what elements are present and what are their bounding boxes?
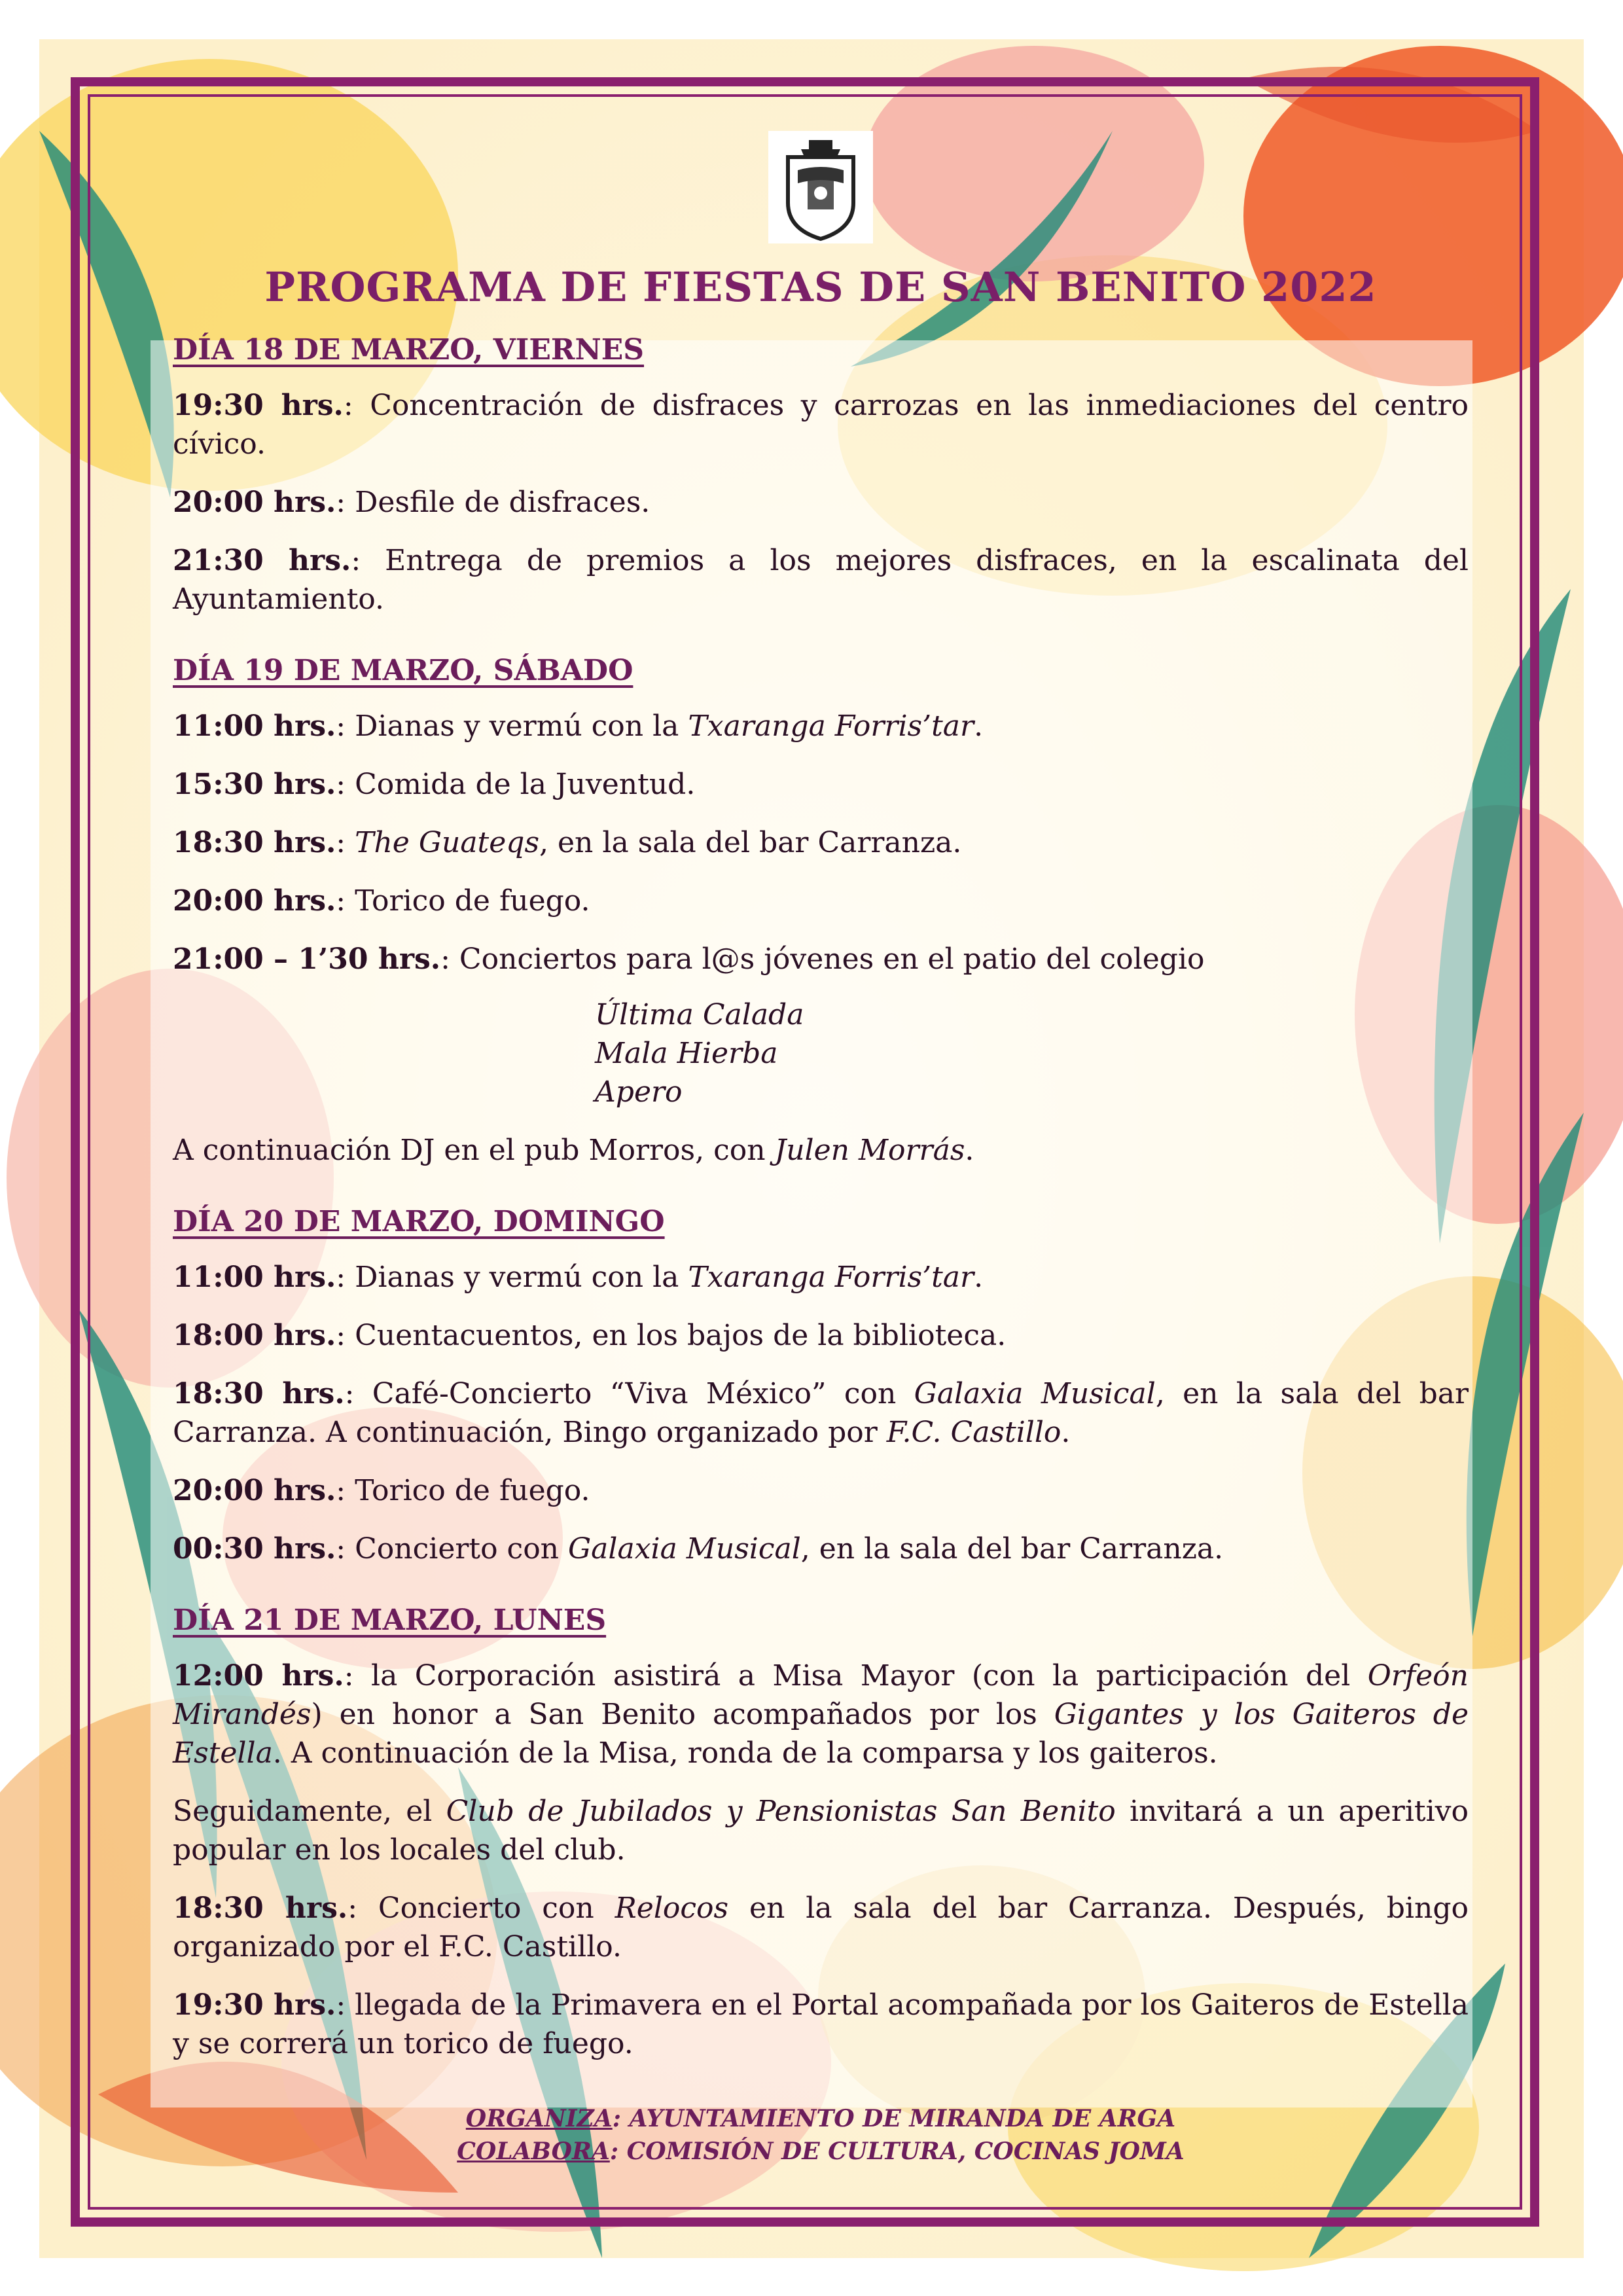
performer-name: The Guateqs [355,826,540,859]
event-text: Desfile de disfraces. [346,486,651,519]
event-item: 18:00 hrs.: Cuentacuentos, en los bajos de la biblioteca. [173,1319,1007,1352]
event-item: 19:30 hrs.: llegada de la Primavera en el Portal acompañada por los Gaiteros de Estella y se correrá un torico de fuego. [173,1988,1469,2060]
event-text: llegada de la Primavera en el Portal acompañada por los Gaiteros de Estella y se correrá un torico de fuego. [173,1988,1469,2060]
band-name: Mala Hierba [595,1037,778,1070]
band-list [595,996,1469,1111]
performer-name: Txaranga Forris’tar [688,709,974,743]
organizer-line [173,2102,1469,2135]
day-heading: DÍA 20 DE MARZO, DOMINGO [173,1205,665,1238]
event-item: 18:30 hrs.: Concierto con Relocos en la sala del bar Carranza. Después, bingo organizado por el F.C. Castillo. [173,1892,1469,1964]
day-heading: DÍA 21 DE MARZO, LUNES [173,1604,607,1637]
event-time: 18:30 hrs. [173,826,336,859]
event-item: 19:30 hrs.: Concentración de disfraces y carrozas en las inmediaciones del centro cívico. [173,389,1469,461]
event-time: 19:30 hrs. [173,1988,336,2022]
event-time: 21:30 hrs. [173,544,351,577]
event-text: Torico de fuego. [346,884,590,918]
event-item: 20:00 hrs.: Torico de fuego. [173,1474,590,1507]
organiza-value: : AYUNTAMIENTO DE MIRANDA DE ARGA [612,2105,1176,2132]
event-item: 18:30 hrs.: Café-Concierto “Viva México” con Galaxia Musical, en la sala del bar Carranza. A continuación, Bingo organizado por F.C. Castillo. [173,1377,1469,1449]
colabora-value: : COMISIÓN DE CULTURA, COCINAS JOMA [609,2138,1185,2165]
event-time: 20:00 hrs. [173,884,336,918]
event-time: 21:00 – 1’30 hrs. [173,942,441,976]
host-name: Club de Jubilados y Pensionistas San Benito [446,1795,1116,1828]
day-heading: DÍA 18 DE MARZO, VIERNES [173,333,645,367]
event-time: 11:00 hrs. [173,1261,336,1294]
performer-name: Gigantes y los Gaiteros de Estella [173,1698,1469,1770]
collaborator-line [173,2135,1469,2168]
performer-name: Txaranga Forris’tar [688,1261,974,1294]
performer-name: Orfeón Mirandés [173,1659,1469,1731]
event-text: Conciertos para l@s jóvenes en el patio del colegio [450,942,1205,976]
performer-name: Galaxia Musical [568,1532,801,1566]
organiza-label: ORGANIZA [465,2105,613,2132]
performer-name: Relocos [615,1892,729,1925]
event-item: Seguidamente, el Club de Jubilados y Pensionistas San Benito invitará a un aperitivo popular en los locales del club. [173,1795,1469,1867]
event-item: 11:00 hrs.: Dianas y vermú con la Txaranga Forris’tar. [173,709,984,743]
event-item: 15:30 hrs.: Comida de la Juventud. [173,768,696,801]
credits [173,2102,1469,2168]
event-time: 00:30 hrs. [173,1532,336,1566]
event-time: 11:00 hrs. [173,709,336,743]
event-text: Concentración de disfraces y carrozas en las inmediaciones del centro cívico. [173,389,1469,461]
colabora-label: COLABORA [457,2138,610,2165]
programme-content [173,131,1469,2168]
event-item: 18:30 hrs.: The Guateqs, en la sala del bar Carranza. [173,826,962,859]
coat-of-arms-icon [768,131,873,243]
event-time: 20:00 hrs. [173,1474,336,1507]
event-time: 19:30 hrs. [173,389,344,422]
band-name: Apero [595,1075,683,1109]
event-text: Torico de fuego. [346,1474,590,1507]
event-item: 21:00 – 1’30 hrs.: Conciertos para l@s jóvenes en el patio del colegio [173,942,1205,976]
page-title: PROGRAMA DE FIESTAS DE SAN BENITO 2022 [264,263,1377,311]
event-item: 20:00 hrs.: Torico de fuego. [173,884,590,918]
band-name: Última Calada [595,998,804,1031]
event-time: 20:00 hrs. [173,486,336,519]
day-heading: DÍA 19 DE MARZO, SÁBADO [173,654,633,687]
event-item: 11:00 hrs.: Dianas y vermú con la Txaranga Forris’tar. [173,1261,984,1294]
event-text: Entrega de premios a los mejores disfraces, en la escalinata del Ayuntamiento. [173,544,1469,616]
event-item: 21:30 hrs.: Entrega de premios a los mejores disfraces, en la escalinata del Ayuntamiento. [173,544,1469,616]
organizer-name: F.C. Castillo [886,1416,1061,1449]
event-item: 12:00 hrs.: la Corporación asistirá a Misa Mayor (con la participación del Orfeón Mirandés) en honor a San Benito acompañados por los Gigantes y los Gaiteros de Estella. A continuación de la Misa, ronda de la comparsa y los gaiteros. [173,1659,1469,1770]
performer-name: Julen Morrás [774,1134,965,1167]
event-item: 00:30 hrs.: Concierto con Galaxia Musical, en la sala del bar Carranza. [173,1532,1224,1566]
event-text: Comida de la Juventud. [346,768,696,801]
event-time: 18:30 hrs. [173,1377,345,1410]
performer-name: Galaxia Musical [914,1377,1156,1410]
event-item: A continuación DJ en el pub Morros, con Julen Morrás. [173,1134,974,1167]
event-time: 12:00 hrs. [173,1659,344,1693]
event-text: Cuentacuentos, en los bajos de la biblioteca. [346,1319,1007,1352]
event-time: 18:00 hrs. [173,1319,336,1352]
event-time: 18:30 hrs. [173,1892,348,1925]
event-time: 15:30 hrs. [173,768,336,801]
event-item: 20:00 hrs.: Desfile de disfraces. [173,486,651,519]
